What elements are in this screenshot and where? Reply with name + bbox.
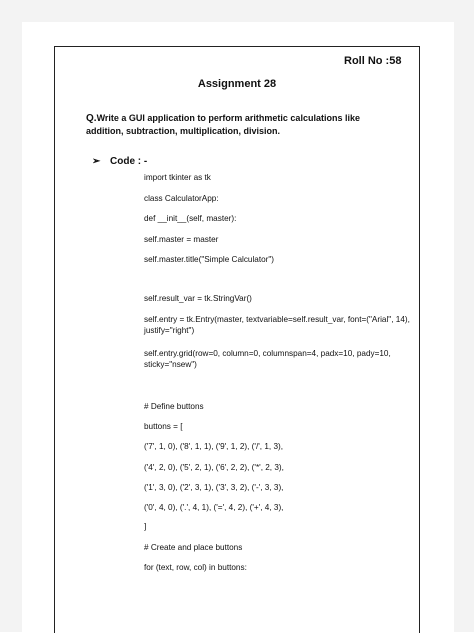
code-line: self.master.title("Simple Calculator") [144,255,275,264]
code-line: self.entry.grid(row=0, column=0, columnspan=4, padx=10, pady=10, sticky="nsew") [144,349,391,369]
code-line: ('7', 1, 0), ('8', 1, 1), ('9', 1, 2), ('/', 1, 3), [144,442,283,451]
question-prefix: Q. [86,113,97,124]
code-line: ('4', 2, 0), ('5', 2, 1), ('6', 2, 2), ('*', 2, 3), [144,463,284,472]
assignment-title: Assignment 28 [197,78,277,90]
code-line: def __init__(self, master): [144,214,237,223]
arrow-bullet-icon: ➢ [92,156,101,167]
code-line: self.entry = tk.Entry(master, textvariable=self.result_var, font=("Arial", 14), justify="right") [144,315,410,335]
code-heading [92,156,147,167]
code-line: # Create and place buttons [144,543,243,552]
question-text: Write a GUI application to perform arithmetic calculations like addition, subtraction, multiplication, division. [86,113,360,136]
code-line: import tkinter as tk [144,173,211,182]
code-heading-label: Code : - [110,156,148,167]
code-line: self.master = master [144,235,219,244]
code-line: ('1', 3, 0), ('2', 3, 1), ('3', 3, 2), ('-', 3, 3), [144,483,284,492]
question-block [86,112,396,138]
roll-number: Roll No :58 [344,55,402,67]
code-line: buttons = [ [144,422,183,431]
code-line: for (text, row, col) in buttons: [144,563,247,572]
code-line: self.result_var = tk.StringVar() [144,294,252,303]
code-line: class CalculatorApp: [144,194,219,203]
code-line: ('0', 4, 0), ('.', 4, 1), ('=', 4, 2), ('+', 4, 3), [144,503,284,512]
code-line: # Define buttons [144,402,204,411]
code-line: ] [144,522,147,531]
